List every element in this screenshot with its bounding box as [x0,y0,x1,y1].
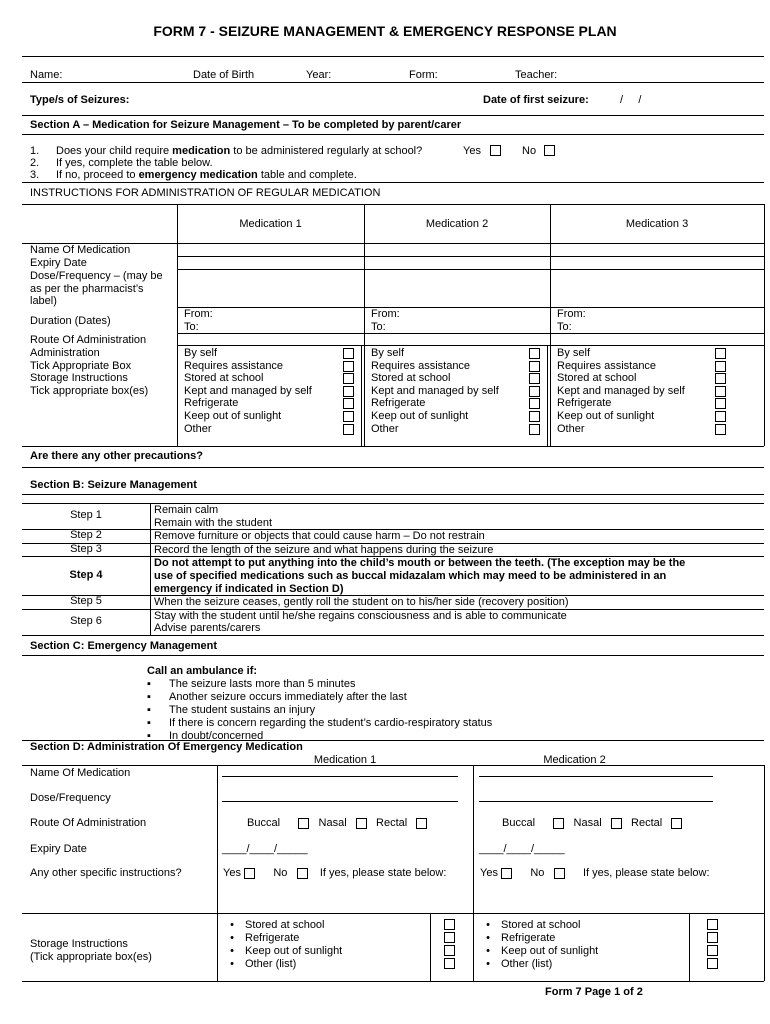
table-border [364,204,365,446]
option-checkbox[interactable] [529,348,540,359]
list-item: • Keep out of sunlight [475,945,598,958]
em-med-1-expiry-field[interactable]: ____/____/_____ [222,843,308,855]
option-checkbox[interactable] [715,361,726,372]
step-label: Step 2 [70,529,102,541]
step-text: Remove furniture or objects that could cause harm – Do not restrain [154,530,485,543]
table-border [22,446,764,447]
em-name-label: Name Of Medication [30,767,131,779]
option-checkbox[interactable] [529,386,540,397]
option-checkbox[interactable] [529,424,540,435]
option-checkbox[interactable] [444,958,455,969]
table-border [177,256,764,257]
section-b-heading: Section B: Seizure Management [30,479,197,491]
section-d-heading: Section D: Administration Of Emergency Medication [30,741,303,753]
q1-yes-label: Yes [463,145,481,157]
option-checkbox[interactable] [343,348,354,359]
option-checkbox[interactable] [444,919,455,930]
option-checkbox[interactable] [529,398,540,409]
option-checkbox[interactable] [529,373,540,384]
option-checkbox[interactable] [343,424,354,435]
step-label: Step 3 [70,542,102,555]
em-med-1-specific: Yes No If yes, please state below: [223,867,447,879]
em-specific-label: Any other specific instructions? [30,867,182,879]
table-border [177,307,764,308]
name-label: Name: [30,69,63,81]
q1-text: Does your child require medication to be administered regularly at school? [56,145,423,157]
regular-med-instructions: INSTRUCTIONS FOR ADMINISTRATION OF REGULAR MEDICATION [30,187,381,199]
q1-no-label: No [522,145,537,157]
no-checkbox[interactable] [554,868,565,879]
option-checkbox[interactable] [715,424,726,435]
divider [22,56,764,57]
option-checkbox[interactable] [343,398,354,409]
em-med-1-route: Buccal Nasal Rectal [247,817,427,830]
med-1-duration: From: To: [184,308,213,333]
em-med-1-name-field[interactable] [222,776,458,777]
em-med-2-specific: Yes No If yes, please state below: [480,867,710,879]
first-seizure-label: Date of first seizure: [483,94,589,106]
step-text: Remain calm Remain with the student [154,504,273,529]
med-3-header: Medication 3 [625,218,689,230]
table-border [550,204,551,446]
form-title: FORM 7 - SEIZURE MANAGEMENT & EMERGENCY RESPONSE PLAN [153,23,617,39]
em-expiry-label: Expiry Date [30,843,87,855]
med-2-duration: From: To: [371,308,400,333]
q3-text: If no, proceed to emergency medication table and complete. [56,169,357,181]
option-checkbox[interactable] [343,361,354,372]
em-med-2-expiry-field[interactable]: ____/____/_____ [479,843,565,855]
year-label: Year: [306,69,332,81]
list-item: • Stored at school [219,919,342,932]
section-a-heading: Section A – Medication for Seizure Management – To be completed by parent/carer [30,119,462,131]
list-item: ▪ In doubt/concerned [147,730,492,743]
yes-checkbox[interactable] [244,868,255,879]
med-2-options: By self Requires assistance Stored at school Kept and managed by self Refrigerate Keep out of sunlight Other [371,347,499,435]
buccal-checkbox[interactable] [553,818,564,829]
rectal-checkbox[interactable] [416,818,427,829]
table-border [22,243,764,244]
row-duration-label: Duration (Dates) [30,315,111,327]
list-item: ▪ Another seizure occurs immediately after the last [147,691,492,704]
list-item: • Refrigerate [475,932,598,945]
em-storage-label: Storage Instructions (Tick appropriate box(es) [30,938,152,963]
call-ambulance-label: Call an ambulance if: [147,665,258,677]
form-label: Form: [409,69,438,81]
option-checkbox[interactable] [715,398,726,409]
nasal-checkbox[interactable] [356,818,367,829]
list-item: • Stored at school [475,919,598,932]
divider [22,655,764,656]
list-item: ▪ If there is concern regarding the student’s cardio-respiratory status [147,717,492,730]
em-med-1-dose-field[interactable] [222,801,458,802]
q1-no-checkbox[interactable] [544,145,555,156]
divider [22,467,764,468]
section-c-heading: Section C: Emergency Management [30,640,218,652]
option-checkbox[interactable] [715,386,726,397]
table-border [473,765,474,981]
table-border [217,765,218,981]
row-route-label: Route Of Administration [30,334,147,346]
seizure-types-label: Type/s of Seizures: [30,94,130,106]
option-checkbox[interactable] [444,932,455,943]
buccal-checkbox[interactable] [298,818,309,829]
row-name-label: Name Of Medication [30,244,131,256]
page-footer: Form 7 Page 1 of 2 [545,986,643,998]
table-border [22,765,764,766]
table-border [22,635,764,636]
step-text: When the seizure ceases, gently roll the student on to his/her side (recovery position) [154,596,569,609]
ambulance-criteria-list [147,678,492,743]
divider [22,134,764,135]
option-checkbox[interactable] [707,919,718,930]
row-admin-label: Administration Tick Appropriate Box Storage Instructions Tick appropriate box(es) [30,347,149,397]
option-checkbox[interactable] [707,945,718,956]
em-med-2-name-field[interactable] [479,776,713,777]
option-checkbox[interactable] [343,373,354,384]
rectal-checkbox[interactable] [671,818,682,829]
table-border [177,345,764,346]
q1-number: 1. [30,145,40,157]
option-checkbox[interactable] [707,932,718,943]
q2-text: If yes, complete the table below. [56,157,213,169]
table-border [22,204,764,205]
divider [22,115,764,116]
divider [22,494,764,495]
option-checkbox[interactable] [715,348,726,359]
q1-yes-checkbox[interactable] [490,145,501,156]
first-seizure-date: / / [620,94,642,106]
no-checkbox[interactable] [297,868,308,879]
option-checkbox[interactable] [529,361,540,372]
list-item: ▪ The student sustains an injury [147,704,492,717]
table-border [547,345,548,446]
table-border [177,333,764,334]
list-item: • Refrigerate [219,932,342,945]
emergency-med-1-header: Medication 1 [313,754,377,766]
row-expiry-label: Expiry Date [30,257,87,269]
table-border [361,345,362,446]
step-label: Step 5 [70,595,102,607]
med-1-options: By self Requires assistance Stored at school Kept and managed by self Refrigerate Keep out of sunlight Other [184,347,312,435]
table-border [764,204,765,446]
med-2-header: Medication 2 [425,218,489,230]
em-med-1-storage-list [219,919,342,971]
divider [22,182,764,183]
list-item: ▪ The seizure lasts more than 5 minutes [147,678,492,691]
divider [22,82,764,83]
table-border [177,269,764,270]
table-border [150,503,151,635]
table-border [22,981,764,982]
em-route-label: Route Of Administration [30,817,147,829]
med-3-options: By self Requires assistance Stored at school Kept and managed by self Refrigerate Keep out of sunlight Other [557,347,685,435]
list-item: • Other (list) [219,958,342,971]
em-dose-label: Dose/Frequency [30,792,111,804]
em-med-2-dose-field[interactable] [479,801,713,802]
em-med-2-storage-list [475,919,598,971]
step-text: Stay with the student until he/she regains consciousness and is able to communicate Advise parents/carers [154,609,567,635]
table-border [22,503,764,504]
option-checkbox[interactable] [715,411,726,422]
table-border [177,204,178,446]
row-dose-label: Dose/Frequency – (may be as per the pharmacist’s label) [30,270,163,308]
yes-checkbox[interactable] [501,868,512,879]
nasal-checkbox[interactable] [611,818,622,829]
emergency-med-2-header: Medication 2 [543,754,606,766]
option-checkbox[interactable] [715,373,726,384]
option-checkbox[interactable] [444,945,455,956]
step-text: Record the length of the seizure and what happens during the seizure [154,543,494,556]
option-checkbox[interactable] [343,411,354,422]
q3-number: 3. [30,169,40,181]
precautions-label: Are there any other precautions? [30,450,203,462]
table-border [22,913,764,914]
table-border [689,913,690,981]
em-med-2-route: Buccal Nasal Rectal [502,817,682,830]
dob-label: Date of Birth [193,69,255,81]
med-1-header: Medication 1 [239,218,302,230]
step-label: Step 6 [70,614,102,627]
list-item: • Keep out of sunlight [219,945,342,958]
list-item: • Other (list) [475,958,598,971]
option-checkbox[interactable] [529,411,540,422]
step-label: Step 1 [70,509,102,522]
step-text: Do not attempt to put anything into the child’s mouth or between the teeth. (The exception may be the use of specified medications such as buccal midazalam which may meed to be administered in an emergency if indicated in Section D) [154,557,686,595]
teacher-label: Teacher: [515,69,558,81]
med-3-duration: From: To: [557,308,586,333]
option-checkbox[interactable] [343,386,354,397]
option-checkbox[interactable] [707,958,718,969]
table-border [764,765,765,981]
q2-number: 2. [30,157,40,169]
table-border [430,913,431,981]
step-label: Step 4 [69,568,103,581]
